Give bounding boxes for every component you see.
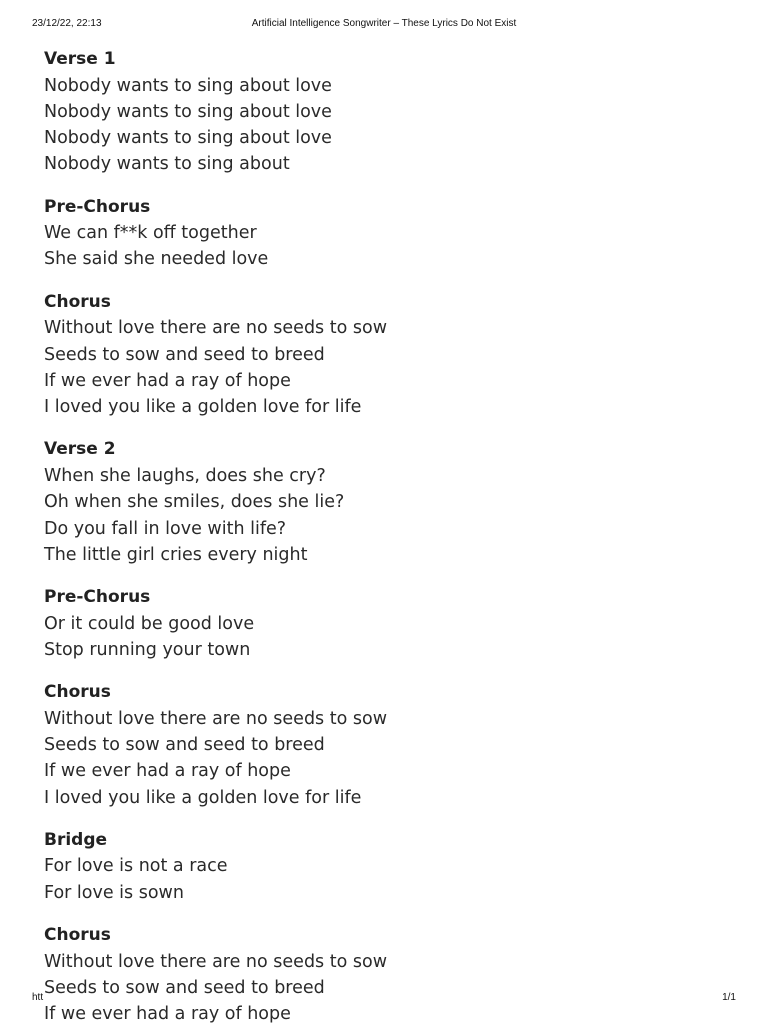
lyric-line: I loved you like a golden love for life xyxy=(44,787,362,808)
section-heading: Verse 1 xyxy=(44,49,116,69)
print-page-title: Artificial Intelligence Songwriter – These Lyrics Do Not Exist xyxy=(251,18,517,29)
lyric-line: Without love there are no seeds to sow xyxy=(44,951,388,972)
lyric-line: She said she needed love xyxy=(44,249,269,270)
lyric-line: I loved you like a golden love for life xyxy=(44,397,362,418)
lyric-line: Seeds to sow and seed to breed xyxy=(44,735,325,756)
lyrics-section xyxy=(44,46,724,178)
lyric-line: If we ever had a ray of hope xyxy=(44,370,291,391)
section-heading: Chorus xyxy=(44,925,111,946)
section-heading: Chorus xyxy=(44,682,111,703)
lyric-line: Without love there are no seeds to sow xyxy=(44,708,388,729)
lyrics-section xyxy=(44,289,724,421)
lyric-line: Stop running your town xyxy=(44,639,251,660)
lyric-line: Nobody wants to sing about xyxy=(44,154,290,175)
lyric-line: If we ever had a ray of hope xyxy=(44,761,291,782)
lyric-line: Oh when she smiles, does she lie? xyxy=(44,492,345,513)
print-header xyxy=(32,18,736,32)
print-footer xyxy=(32,992,736,1006)
lyric-line: Nobody wants to sing about love xyxy=(44,75,332,96)
lyrics-section xyxy=(44,922,724,1024)
lyric-line: We can f**k off together xyxy=(44,223,257,244)
page-indicator: 1/1 xyxy=(722,992,736,1003)
lyric-line: Nobody wants to sing about love xyxy=(44,128,332,149)
print-url: htt xyxy=(32,992,44,1003)
section-heading: Verse 2 xyxy=(44,439,116,460)
lyric-line: If we ever had a ray of hope xyxy=(44,1004,291,1024)
lyric-line: Nobody wants to sing about love xyxy=(44,101,332,122)
lyrics-section xyxy=(44,436,724,568)
lyrics-section xyxy=(44,679,724,811)
lyric-line: Do you fall in love with life? xyxy=(44,518,287,539)
lyrics-section xyxy=(44,827,724,906)
lyrics-body xyxy=(44,46,724,1024)
lyric-line: Without love there are no seeds to sow xyxy=(44,318,388,339)
lyric-line: Seeds to sow and seed to breed xyxy=(44,977,325,998)
lyric-line: Seeds to sow and seed to breed xyxy=(44,344,325,365)
lyric-line: Or it could be good love xyxy=(44,613,255,634)
lyrics-section xyxy=(44,584,724,663)
print-datetime: 23/12/22, 22:13 xyxy=(32,18,102,29)
section-heading: Pre-Chorus xyxy=(44,196,151,217)
lyric-line: The little girl cries every night xyxy=(44,544,308,565)
lyric-line: For love is sown xyxy=(44,882,184,903)
lyrics-section xyxy=(44,194,724,273)
section-heading: Pre-Chorus xyxy=(44,587,151,608)
section-heading: Bridge xyxy=(44,829,108,850)
lyric-line: For love is not a race xyxy=(44,856,228,877)
section-heading: Chorus xyxy=(44,291,111,312)
lyric-line: When she laughs, does she cry? xyxy=(44,465,326,486)
